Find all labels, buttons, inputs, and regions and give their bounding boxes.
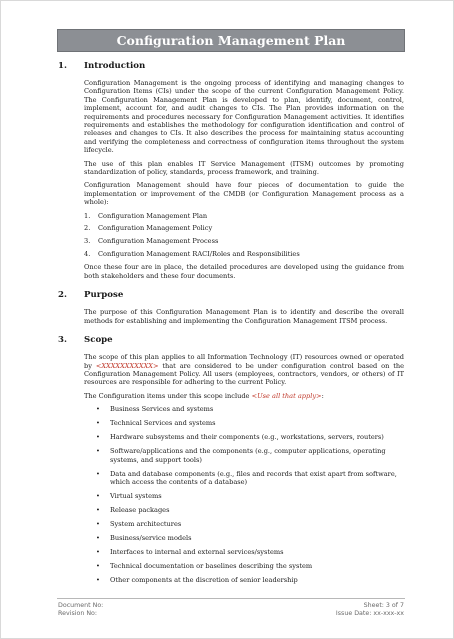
section-heading [58, 335, 404, 346]
placeholder-instruction: <Use all that apply> [251, 391, 322, 400]
list-item [84, 212, 404, 220]
document-number: Document No: [58, 602, 104, 609]
list-item [96, 562, 404, 570]
paragraph-text: The scope of this plan applies to all Information Technology (IT) resources owned or operated by [84, 353, 404, 370]
list-text: Data and database components (e.g., files and records that exist apart from software, which access the contents of a database) [110, 469, 397, 486]
list-number: 4. [84, 250, 91, 259]
revision-number: Revision No: [58, 610, 98, 618]
list-item [96, 447, 404, 464]
paragraph: Once these four are in place, the detailed procedures are developed using the guidance from both stakeholders and these four documents. [84, 263, 404, 280]
section-heading [58, 61, 404, 72]
list-text: Technical Services and systems [110, 419, 216, 428]
list-text: Interfaces to internal and external services/systems [110, 547, 284, 556]
list-item [96, 576, 404, 584]
paragraph: The purpose of this Configuration Management Plan is to identify and describe the overall methods for establishing and implementing the Configuration Management ITSM process. [84, 308, 404, 325]
section-purpose [58, 290, 404, 325]
section-title: Introduction [84, 61, 146, 71]
list-text: Business/service models [110, 533, 192, 542]
bullet-icon: • [96, 547, 100, 556]
footer-row [58, 602, 404, 610]
list-item [84, 237, 404, 245]
list-item [96, 520, 404, 528]
list-item [96, 470, 404, 487]
bullet-list [96, 405, 404, 584]
list-text: Virtual systems [110, 491, 162, 500]
section-number: 2. [58, 290, 67, 301]
section-introduction [58, 61, 404, 280]
page-title: Configuration Management Plan [57, 29, 405, 52]
issue-date: Issue Date: xx-xxx-xx [335, 610, 404, 618]
list-text: Configuration Management Policy [98, 224, 213, 233]
list-item [96, 492, 404, 500]
list-text: Technical documentation or baselines describing the system [110, 561, 313, 570]
section-heading [58, 290, 404, 301]
paragraph-text: : [321, 391, 324, 400]
section-body [84, 79, 404, 280]
section-body [84, 353, 404, 584]
numbered-list [84, 212, 404, 259]
paragraph [84, 392, 404, 400]
list-item [96, 534, 404, 542]
sheet-number: Sheet: 3 of 7 [363, 602, 404, 609]
list-text: Business Services and systems [110, 405, 214, 414]
paragraph: Configuration Management is the ongoing process of identifying and managing changes to Configuration Items (CIs) under the scope of the current Configuration Management Policy. The Configuration Management Plan is developed to plan, identify, document, control, implement, account for, and audit changes to CIs. The Plan provides information on the requirements and procedures necessary for Configuration Management activities. It identifies requirements and establishes the methodology for configuration identification and control of releases and changes to CIs. It also describes the process for maintaining status accounting and verifying the completeness and correctness of configuration items throughout the system lifecycle. [84, 79, 404, 155]
bullet-icon: • [96, 419, 100, 428]
bullet-icon: • [96, 469, 100, 478]
bullet-icon: • [96, 491, 100, 500]
list-item [84, 250, 404, 258]
bullet-icon: • [96, 433, 100, 442]
bullet-icon: • [96, 505, 100, 514]
list-item [96, 419, 404, 427]
section-title: Scope [84, 335, 113, 346]
section-number: 1. [58, 61, 67, 71]
list-text: Release packages [110, 505, 170, 514]
section-title: Purpose [84, 290, 124, 301]
paragraph: The use of this plan enables IT Service Management (ITSM) outcomes by promoting standardization of policy, standards, process framework, and training. [84, 159, 404, 177]
placeholder-organization: <XXXXXXXXXXX> [95, 361, 159, 370]
bullet-icon: • [96, 533, 100, 542]
list-item [96, 405, 404, 413]
list-text: Configuration Management RACI/Roles and Responsibilities [98, 250, 300, 259]
list-number: 3. [84, 237, 91, 246]
bullet-icon: • [96, 575, 100, 584]
bullet-icon: • [96, 447, 100, 456]
bullet-icon: • [96, 561, 100, 570]
list-text: Other components at the discretion of senior leadership [110, 575, 298, 584]
list-text: Configuration Management Process [98, 237, 219, 246]
list-item [96, 433, 404, 441]
list-item [96, 548, 404, 556]
bullet-icon: • [96, 519, 100, 528]
list-text: Configuration Management Plan [98, 211, 208, 220]
section-body [84, 308, 404, 325]
list-number: 2. [84, 224, 91, 233]
list-text: System architectures [110, 519, 182, 528]
footer-divider [57, 598, 405, 599]
paragraph-text: The Configuration items under this scope include [84, 391, 252, 400]
paragraph: Configuration Management should have four pieces of documentation to guide the implementation or improvement of the CMDB (or Configuration Management process as a whole): [84, 181, 404, 207]
list-item [84, 224, 404, 232]
document-body [58, 61, 404, 594]
list-item [96, 506, 404, 514]
paragraph-text: that are considered to be under configuration control based on the Configuration Management Policy. All users (employees, contractors, vendors, or others) of IT resources are responsible for adhering to the current Policy. [84, 361, 404, 387]
section-scope [58, 335, 404, 584]
page-footer [58, 602, 404, 619]
bullet-icon: • [96, 405, 100, 414]
list-number: 1. [84, 211, 91, 220]
list-text: Hardware subsystems and their components (e.g., workstations, servers, routers) [110, 433, 384, 442]
paragraph [84, 353, 404, 387]
footer-row [58, 610, 404, 618]
list-text: Software/applications and the components (e.g., computer applications, operating systems, and support tools) [110, 447, 386, 464]
section-number: 3. [58, 335, 67, 346]
